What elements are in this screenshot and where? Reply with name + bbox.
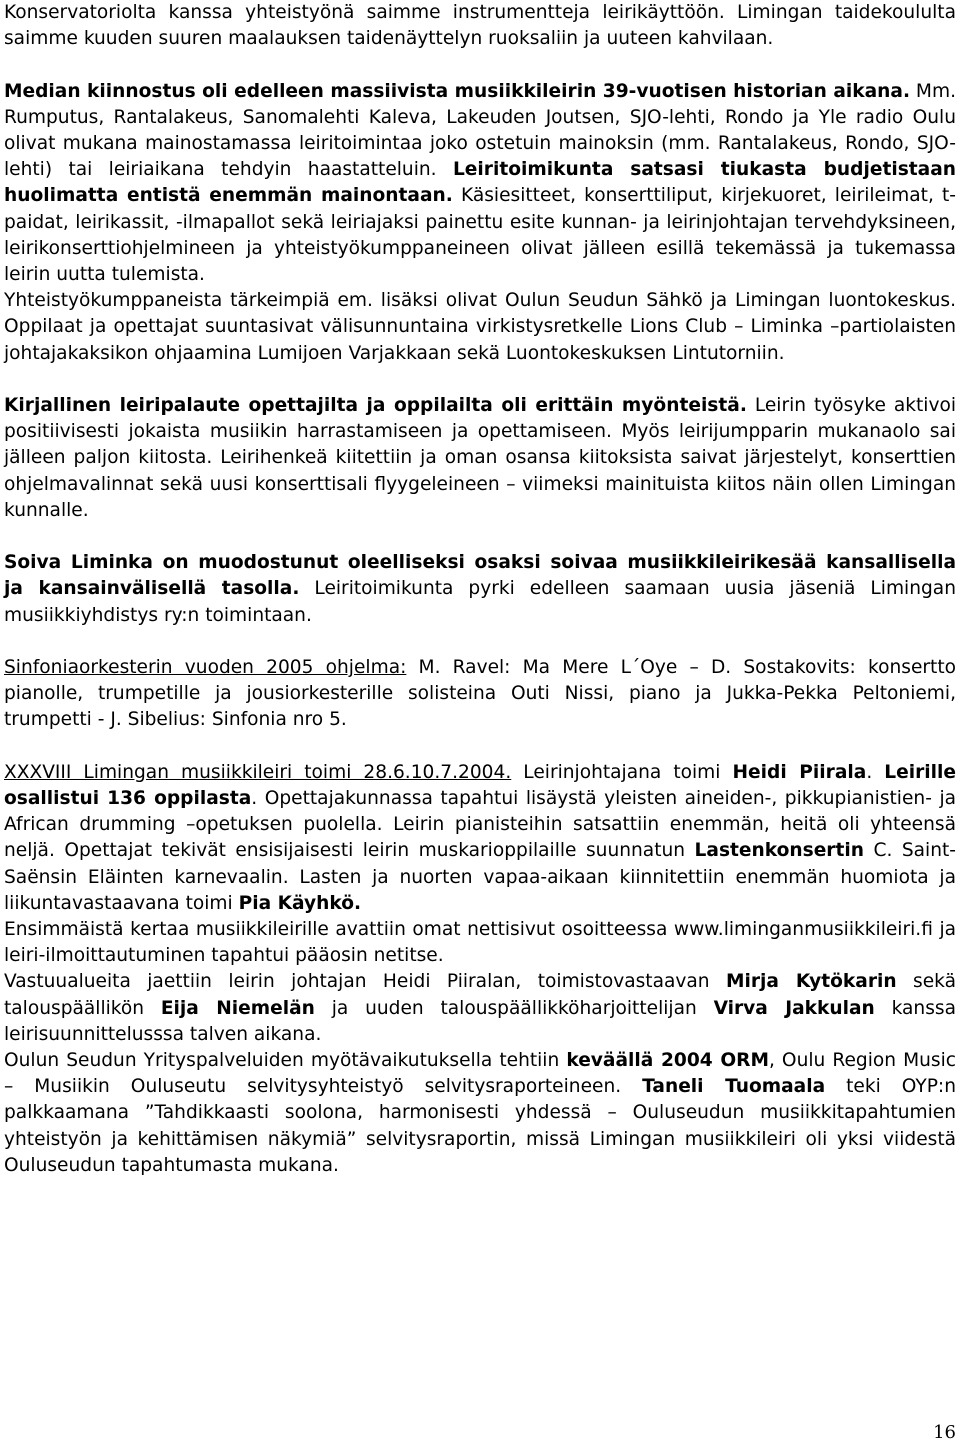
text-run: Vastuualueita jaettiin leirin johtajan Heidi Piiralan, toimistovastaavan: [4, 971, 726, 993]
bold-text: Virva Jakkulan: [713, 997, 875, 1019]
text-run: teki OYP:n palkkaamana ”Tahdikkaasti soolona, harmonisesti yhdessä – Ouluseudun musiikkitapahtumien yhteistyön ja kehittämisen näkymiä” selvitysraportin, missä Limingan musiikkileiri oli yksi viidestä Ouluseudun tapahtumasta mukana.: [4, 1076, 956, 1176]
paragraph-spacer: [4, 524, 956, 550]
paragraph: [4, 0, 956, 52]
bold-text: Leirille osallistui 136 oppilasta: [4, 761, 956, 810]
bold-text: keväällä 2004 ORM: [566, 1050, 769, 1072]
text-run: Leirin työsyke aktivoi positiivisesti jokaista musiikin harrastamiseen ja opettamiseen. Myös leirijumpparin mukanaolo sai jälleen paljon kiitosta. Leirihenkeä kiitettiin ja oman osansa kiitoksista saivat järjestelyt, konserttien ohjelmavalinnat sekä uusi konserttisali flyygeleineen – viimeksi mainituista kiitos näin ollen Limingan kunnalle.: [4, 395, 956, 521]
bold-text: Soiva Liminka on muodostunut oleelliseksi osaksi soivaa musiikkileirikesää kansallisella ja kansainvälisellä tasolla.: [4, 552, 956, 600]
bold-text: Mirja Kytökarin: [725, 971, 897, 993]
text-run: Leirinjohtajana toimi: [511, 761, 733, 783]
text-run: Leiritoimikunta pyrki edelleen saamaan uusia jäseniä Limingan musiikkiyhdistys ry:n toimintaan.: [4, 578, 956, 626]
bold-text: Taneli Tuomaala: [642, 1076, 826, 1098]
text-run: M. Ravel: Ma Mere L´Oye – D. Sostakovits: konsertto pianolle, trumpetille ja jousiorkesterille solisteina Outi Nissi, piano ja Jukka-Pekka Peltoniemi, trumpetti - J. Sibelius: Sinfonia nro 5.: [4, 657, 956, 731]
text-run: Oulun Seudun Yrityspalveluiden myötävaikutuksella tehtiin: [4, 1050, 567, 1072]
paragraph: [4, 917, 956, 969]
text-run: C. Saint-Saënsin Eläinten karnevaalin. Lasten ja nuorten vapaa-aikaan kiinnitettiin enemmän huomiota ja liikuntavastaavana toimi: [4, 840, 956, 914]
paragraph: [4, 760, 956, 917]
text-run: kanssa leirisuunnittelusssa talven aikana.: [4, 997, 956, 1045]
paragraph-spacer: [4, 52, 956, 78]
paragraph: [4, 969, 956, 1048]
paragraph-spacer: [4, 367, 956, 393]
bold-text: Eija Niemelän: [160, 997, 315, 1019]
bold-text: Lastenkonsertin: [694, 840, 864, 862]
paragraph-spacer: [4, 629, 956, 655]
text-run: Ensimmäistä kertaa musiikkileirille avattiin omat nettisivut osoitteessa www.liminganmusiikkileiri.fi ja leiri-ilmoittautuminen tapahtui pääosin netitse.: [4, 919, 956, 967]
paragraph: [4, 655, 956, 734]
text-run: Konservatoriolta kanssa yhteistyönä saimme instrumentteja leirikäyttöön. Limingan taidekoululta saimme kuuden suuren maalauksen taidenäyttelyn ruoksaliin ja uuteen kahvilaan.: [4, 2, 956, 50]
text-run: Käsiesitteet, konserttiliput, kirjekuoret, leirileimat, t-paidat, leirikassit, -ilmapallot sekä leiriajaksi painettu esite kunnan- ja leirinjohtajan tervehdyksineen, leirikonserttiohjelmineen ja yhteistyökumppaneineen olivat jälleen esillä tekemässä ja tukemassa leirin uutta tulemista.: [4, 185, 957, 286]
text-run: sekä talouspäällikön: [4, 971, 956, 1019]
bold-text: Leiritoimikunta satsasi tiukasta budjetistaan huolimatta entistä enemmän mainontaan.: [4, 159, 956, 207]
paragraph: [4, 288, 956, 367]
bold-text: Pia Käyhkö.: [238, 892, 362, 914]
page-number: 16: [933, 1422, 956, 1443]
paragraph: [4, 550, 956, 629]
document-body: [4, 0, 956, 1179]
paragraph-spacer: [4, 734, 956, 760]
paragraph: [4, 1048, 956, 1179]
text-run: Mm. Rumputus, Rantalakeus, Sanomalehti Kaleva, Lakeuden Joutsen, SJO-lehti, Rondo ja Yle radio Oulu olivat mukana mainostamassa leiritoimintaa joko ostetuin mainoksin (mm. Rantalakeus, Rondo, SJO-lehti) tai leiriaikana tehdyin haastatteluin.: [4, 80, 956, 181]
underlined-text: Sinfoniaorkesterin vuoden 2005 ohjelma:: [4, 657, 407, 679]
bold-text: Kirjallinen leiripalaute opettajilta ja oppilailta oli erittäin myönteistä.: [4, 395, 747, 417]
paragraph: [4, 79, 956, 289]
underlined-text: XXXVIII Limingan musiikkileiri toimi 28.6.10.7.2004.: [4, 761, 512, 783]
text-run: . Opettajakunnassa tapahtui lisäystä yleisten aineiden-, pikkupianistien- ja African drumming –opetuksen puolella. Leirin pianisteihin satsattiin enemmän, heitä oli yhteensä neljä. Opettajat tekivät ensisijaisesti leirin muskarioppilaille suunnatun: [4, 788, 956, 862]
bold-text: Heidi Piirala: [732, 761, 867, 783]
paragraph: [4, 393, 956, 524]
text-run: ja uuden talouspäällikköharjoittelijan: [314, 997, 714, 1019]
text-run: Yhteistyökumppaneista tärkeimpiä em. lisäksi olivat Oulun Seudun Sähkö ja Limingan luontokeskus. Oppilaat ja opettajat suuntasivat välisunnuntaina virkistysretkelle Lions Club – Liminka –partiolaisten johtajakaksikon ohjaamina Lumijoen Varjakkaan sekä Luontokeskuksen Lintutorniin.: [4, 290, 956, 364]
text-run: .: [866, 761, 885, 783]
text-run: , Oulu Region Music – Musiikin Ouluseutu selvitysyhteistyö selvitysraporteineen.: [4, 1050, 956, 1098]
bold-text: Median kiinnostus oli edelleen massiivista musiikkileirin 39-vuotisen historian aikana.: [4, 80, 911, 102]
